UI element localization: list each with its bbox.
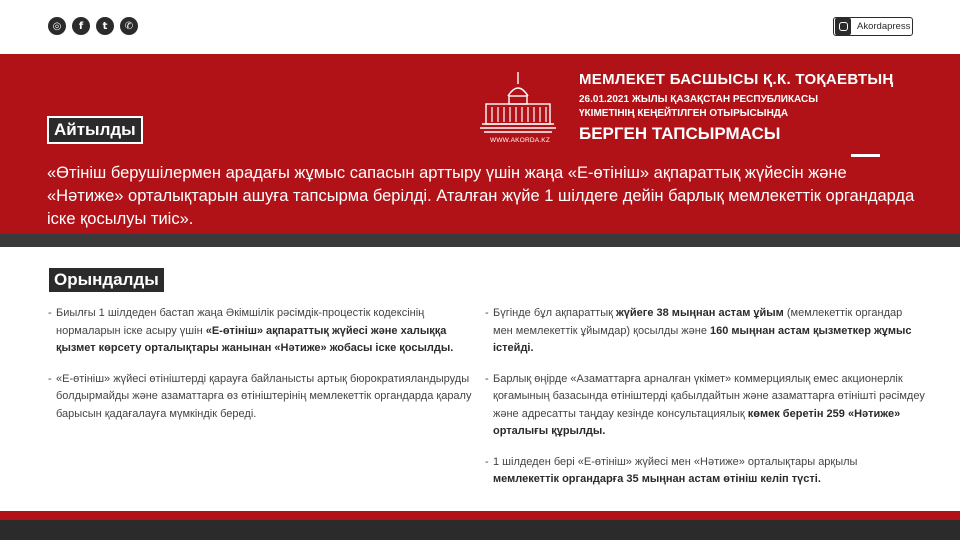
list-dash: -	[485, 455, 489, 468]
list-dash: -	[48, 307, 52, 319]
list-item-text: (мемлекеттік органдар мен мемлекеттік ұйымдар) қосылды және	[493, 307, 903, 337]
social-links	[48, 17, 138, 35]
list-item-bold: мемлекеттік органдарға 35 мыңнан астам өтініш келіп түсті.	[493, 473, 821, 485]
header-underline	[851, 154, 880, 157]
header-title-line2: 26.01.2021 ЖЫЛЫ ҚАЗАҚСТАН РЕСПУБЛИКАСЫ	[579, 94, 819, 105]
list-item-bold: 160 мыңнан астам қызметкер жұмыс істейді.	[493, 324, 912, 354]
list-item-text: «Е-өтініш» жүйесі өтініштерді қарауға байланысты артық бюрократияландыруды болдырмайды және азаматтарға өз өтініштерінің мемлекеттік органдарда қаралу барысын қадағалауға мүмкіндік береді.	[56, 372, 472, 420]
list-item	[48, 371, 480, 424]
footer-dark-stripe	[0, 520, 960, 540]
header-title-line4: БЕРГЕН ТАПСЫРМАСЫ	[579, 124, 781, 143]
list-item	[48, 305, 480, 358]
done-right-column	[485, 305, 925, 502]
list-dash: -	[48, 372, 52, 385]
whatsapp-icon[interactable]: ✆	[120, 17, 138, 35]
akorda-url[interactable]: WWW.AKORDA.KZ	[489, 137, 550, 144]
done-left-column	[48, 305, 480, 436]
list-item	[485, 305, 925, 358]
list-dash: -	[485, 307, 489, 319]
list-item	[485, 371, 925, 441]
facebook-icon[interactable]: f	[72, 17, 90, 35]
done-label: Орындалды	[47, 266, 166, 294]
instagram-icon	[835, 18, 851, 35]
list-item-text: Бүгінде бұл ақпараттық	[493, 307, 616, 319]
list-item-bold: көмек беретін 259 «Нәтиже» орталығы құрылды.	[493, 407, 901, 437]
list-item	[485, 454, 925, 489]
said-label: Айтылды	[47, 116, 143, 144]
said-quote: «Өтініш берушілермен арадағы жұмыс сапасын арттыру үшін жаңа «Е-өтініш» ақпараттық жүйесін және «Нәтиже» орталықтарын ашуға тапсырма берілді. Аталған жүйе 1 шілдеге дейін барлық мемлекеттік органдарда іске қосылуы тиіс».	[47, 164, 915, 228]
header-title-line3: ҮКІМЕТІНІҢ КЕҢЕЙТІЛГЕН ОТЫРЫСЫНДА	[579, 108, 789, 119]
top-bar	[0, 0, 960, 54]
list-dash: -	[485, 372, 489, 385]
instagram-handle-badge[interactable]	[833, 17, 913, 36]
instagram-handle: Akordapress	[857, 21, 911, 32]
header-title-line1: МЕМЛЕКЕТ БАСШЫСЫ Қ.К. ТОҚАЕВТЫҢ	[579, 71, 894, 88]
list-item-bold: жүйеге 38 мыңнан астам ұйым	[615, 307, 784, 319]
list-item-text: Биылғы 1 шілдеден бастап жаңа Әкімшілік рәсімдік-процестік кодексінің нормаларын іске асыру үшін	[56, 307, 425, 337]
twitter-icon[interactable]: t	[96, 17, 114, 35]
instagram-icon[interactable]: ◎	[48, 17, 66, 35]
list-item-bold: «Е-өтініш» ақпараттық жүйесі және халыққа қызмет көрсету орталықтары жанынан «Нәтиже» жобасы іске қосылды.	[56, 324, 454, 354]
dark-divider-stripe	[0, 234, 960, 247]
list-item-text: 1 шілдеден бері «Е-өтініш» жүйесі мен «Нәтиже» орталықтары арқылы	[493, 455, 858, 468]
footer-red-stripe	[0, 511, 960, 520]
list-item-text: Барлық өңірде «Азаматтарға арналған үкімет» коммерциялық емес акционерлік қоғамының базасында өтініштерді қабылдайтын және азаматтарға өтінішті рәсімдеу және адресатты таңдау кезінде консультациялық	[493, 372, 925, 420]
